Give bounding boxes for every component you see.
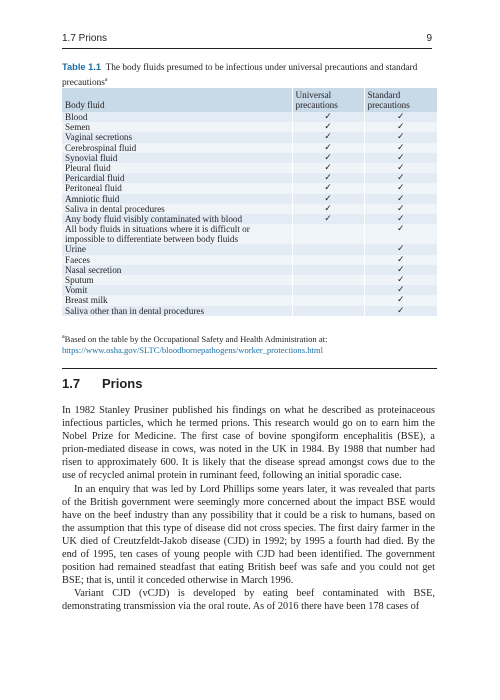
body-fluid-cell: Vaginal secretions: [62, 132, 292, 142]
footnote-marker: a: [62, 334, 65, 340]
table-row: [62, 132, 437, 142]
check-icon: ✓: [396, 152, 405, 163]
check-icon: ✓: [324, 122, 332, 133]
table-caption-text: The body fluids presumed to be infectious under universal precautions and standard precautions: [62, 63, 418, 88]
body-fluid-cell: Breast milk: [62, 295, 292, 305]
caption-footnote-marker: a: [104, 76, 108, 83]
table-row: [62, 224, 437, 244]
table-row: [62, 183, 437, 193]
standard-precaution-cell: [364, 224, 437, 244]
check-icon: ✓: [396, 173, 405, 184]
standard-precaution-cell: [364, 275, 437, 285]
check-icon: ✓: [396, 203, 405, 214]
standard-precaution-cell: [364, 143, 437, 153]
check-icon: ✓: [324, 152, 332, 163]
check-icon: ✓: [396, 275, 405, 286]
footnote-text: Based on the table by the Occupational Safety and Health Administration at:: [64, 333, 328, 344]
table-row: [62, 143, 437, 153]
table-row: [62, 244, 437, 254]
standard-precaution-cell: [364, 214, 437, 224]
section-heading: [62, 376, 437, 391]
standard-precaution-cell: [364, 183, 437, 193]
standard-precaution-cell: [364, 153, 437, 163]
universal-precaution-cell: [292, 295, 364, 305]
table-row: [62, 214, 437, 224]
check-icon: ✓: [396, 295, 405, 306]
universal-precaution-cell: [292, 275, 364, 285]
standard-precaution-cell: [364, 194, 437, 204]
running-header: [62, 30, 432, 48]
check-icon: ✓: [324, 183, 332, 194]
universal-precaution-cell: [292, 173, 364, 183]
universal-precaution-cell: [292, 306, 364, 316]
universal-precaution-cell: [292, 122, 364, 132]
standard-precaution-cell: [364, 173, 437, 183]
check-icon: ✓: [324, 142, 332, 153]
page-number: 9: [426, 33, 432, 44]
check-icon: ✓: [324, 173, 332, 184]
standard-precaution-cell: [364, 265, 437, 275]
standard-precaution-cell: [364, 163, 437, 173]
section-rule: [62, 368, 437, 369]
check-icon: ✓: [396, 224, 405, 235]
body-fluid-cell: Pleural fluid: [62, 163, 292, 173]
standard-precaution-cell: [364, 244, 437, 254]
check-icon: ✓: [324, 213, 332, 224]
universal-precaution-cell: [292, 255, 364, 265]
table-row: [62, 255, 437, 265]
standard-precaution-cell: [364, 306, 437, 316]
universal-precaution-cell: [292, 194, 364, 204]
paragraph: Variant CJD (vCJD) is developed by eating beef contaminated with BSE, demonstrating transmission via the oral route. As of 2016 there have been 178 cases of: [62, 588, 435, 613]
body-fluid-cell: Saliva other than in dental procedures: [62, 306, 292, 316]
table-row: [62, 173, 437, 183]
paragraph: In 1982 Stanley Prusiner published his findings on what he described as proteinaceous infectious particles, which he termed prions. This research would go on to earn him the Nobel Prize for Medicine. The first case of bovine spongiform encephalitis (BSE), a prion-mediated disease in cows, was noted in the UK in 1984. By 1988 that number had risen to approximately 600. It is likely that the disease spread amongst cows due to the use of recycled animal protein in ruminant feed, following an initial sporadic case.: [62, 405, 435, 482]
universal-precaution-cell: [292, 285, 364, 295]
check-icon: ✓: [396, 193, 405, 204]
body-text: [62, 404, 435, 614]
universal-precaution-cell: [292, 265, 364, 275]
check-icon: ✓: [396, 285, 405, 296]
standard-precaution-cell: [364, 112, 437, 122]
universal-precaution-cell: [292, 112, 364, 122]
check-icon: ✓: [396, 183, 405, 194]
body-fluid-cell: Sputum: [62, 275, 292, 285]
table-header-row: [62, 88, 437, 112]
column-header-universal: Universal precautions: [292, 88, 364, 112]
check-icon: ✓: [396, 244, 405, 255]
section-title: Prions: [102, 376, 143, 391]
table-row: [62, 285, 437, 295]
check-icon: ✓: [324, 203, 332, 214]
check-icon: ✓: [396, 254, 405, 265]
check-icon: ✓: [396, 213, 405, 224]
table-row: [62, 163, 437, 173]
check-icon: ✓: [396, 112, 405, 122]
check-icon: ✓: [396, 162, 405, 173]
universal-precaution-cell: [292, 224, 364, 244]
universal-precaution-cell: [292, 244, 364, 254]
header-rule: [62, 48, 432, 49]
standard-precaution-cell: [364, 122, 437, 132]
universal-precaution-cell: [292, 163, 364, 173]
table-row: [62, 112, 437, 122]
check-icon: ✓: [396, 132, 405, 143]
table-body: [62, 112, 437, 316]
universal-precaution-cell: [292, 183, 364, 193]
column-header-body-fluid: Body fluid: [62, 88, 292, 112]
table-row: [62, 153, 437, 163]
universal-precaution-cell: [292, 132, 364, 142]
check-icon: ✓: [396, 142, 405, 153]
table-row: [62, 306, 437, 316]
body-fluid-cell: Peritoneal fluid: [62, 183, 292, 193]
table-caption: [62, 62, 434, 89]
body-fluid-cell: Blood: [62, 112, 292, 122]
table-row: [62, 275, 437, 285]
check-icon: ✓: [324, 132, 332, 143]
table-label: Table 1.1: [62, 62, 102, 72]
universal-precaution-cell: [292, 143, 364, 153]
body-fluid-cell: Amniotic fluid: [62, 194, 292, 204]
table-row: [62, 204, 437, 214]
body-fluid-cell: Nasal secretion: [62, 265, 292, 275]
column-header-standard: Standard precautions: [364, 88, 437, 112]
header-section-label: 1.7 Prions: [62, 33, 108, 44]
paragraph: In an enquiry that was led by Lord Phillips some years later, it was revealed that parts of the British government were seemingly more concerned about the impact BSE would have on the beef industry than any possibility that it could be a risk to humans, based on the assumption that this type of disease did not cross species. The first dairy farmer in the UK died of Creutzfeldt-Jakob disease (CJD) in 1992; by 1995 a fourth had died. By the end of 1995, ten cases of young people with CJD had been identified. The government position had remained steadfast that eating British beef was safe and you could not get BSE; that is, until it conceded otherwise in March 1996.: [62, 483, 435, 587]
body-fluid-cell: Cerebrospinal fluid: [62, 143, 292, 153]
standard-precaution-cell: [364, 295, 437, 305]
standard-precaution-cell: [364, 204, 437, 214]
body-fluid-cell: All body fluids in situations where it is difficult or impossible to differentiate between body fluids: [62, 224, 292, 244]
section-number: 1.7: [62, 376, 81, 391]
check-icon: ✓: [396, 305, 405, 316]
universal-precaution-cell: [292, 214, 364, 224]
body-fluid-cell: Pericardial fluid: [62, 173, 292, 183]
check-icon: ✓: [324, 193, 332, 204]
standard-precaution-cell: [364, 255, 437, 265]
table-row: [62, 265, 437, 275]
body-fluid-cell: Synovial fluid: [62, 153, 292, 163]
standard-precaution-cell: [364, 285, 437, 295]
table-footnote: [62, 332, 437, 356]
check-icon: ✓: [324, 162, 332, 173]
body-fluid-cell: Saliva in dental procedures: [62, 204, 292, 214]
body-fluid-cell: Vomit: [62, 285, 292, 295]
table-row: [62, 295, 437, 305]
check-icon: ✓: [324, 112, 332, 122]
body-fluid-cell: Urine: [62, 244, 292, 254]
table-row: [62, 122, 437, 132]
check-icon: ✓: [396, 122, 405, 133]
universal-precaution-cell: [292, 153, 364, 163]
standard-precaution-cell: [364, 132, 437, 142]
table-row: [62, 194, 437, 204]
body-fluid-cell: Faeces: [62, 255, 292, 265]
body-fluid-cell: Semen: [62, 122, 292, 132]
check-icon: ✓: [396, 264, 405, 275]
body-fluid-cell: Any body fluid visibly contaminated with blood: [62, 214, 292, 224]
universal-precaution-cell: [292, 204, 364, 214]
footnote-link[interactable]: https://www.osha.gov/SLTC/bloodbornepathogens/worker_protections.html: [62, 344, 323, 355]
body-fluids-table: [62, 88, 437, 316]
